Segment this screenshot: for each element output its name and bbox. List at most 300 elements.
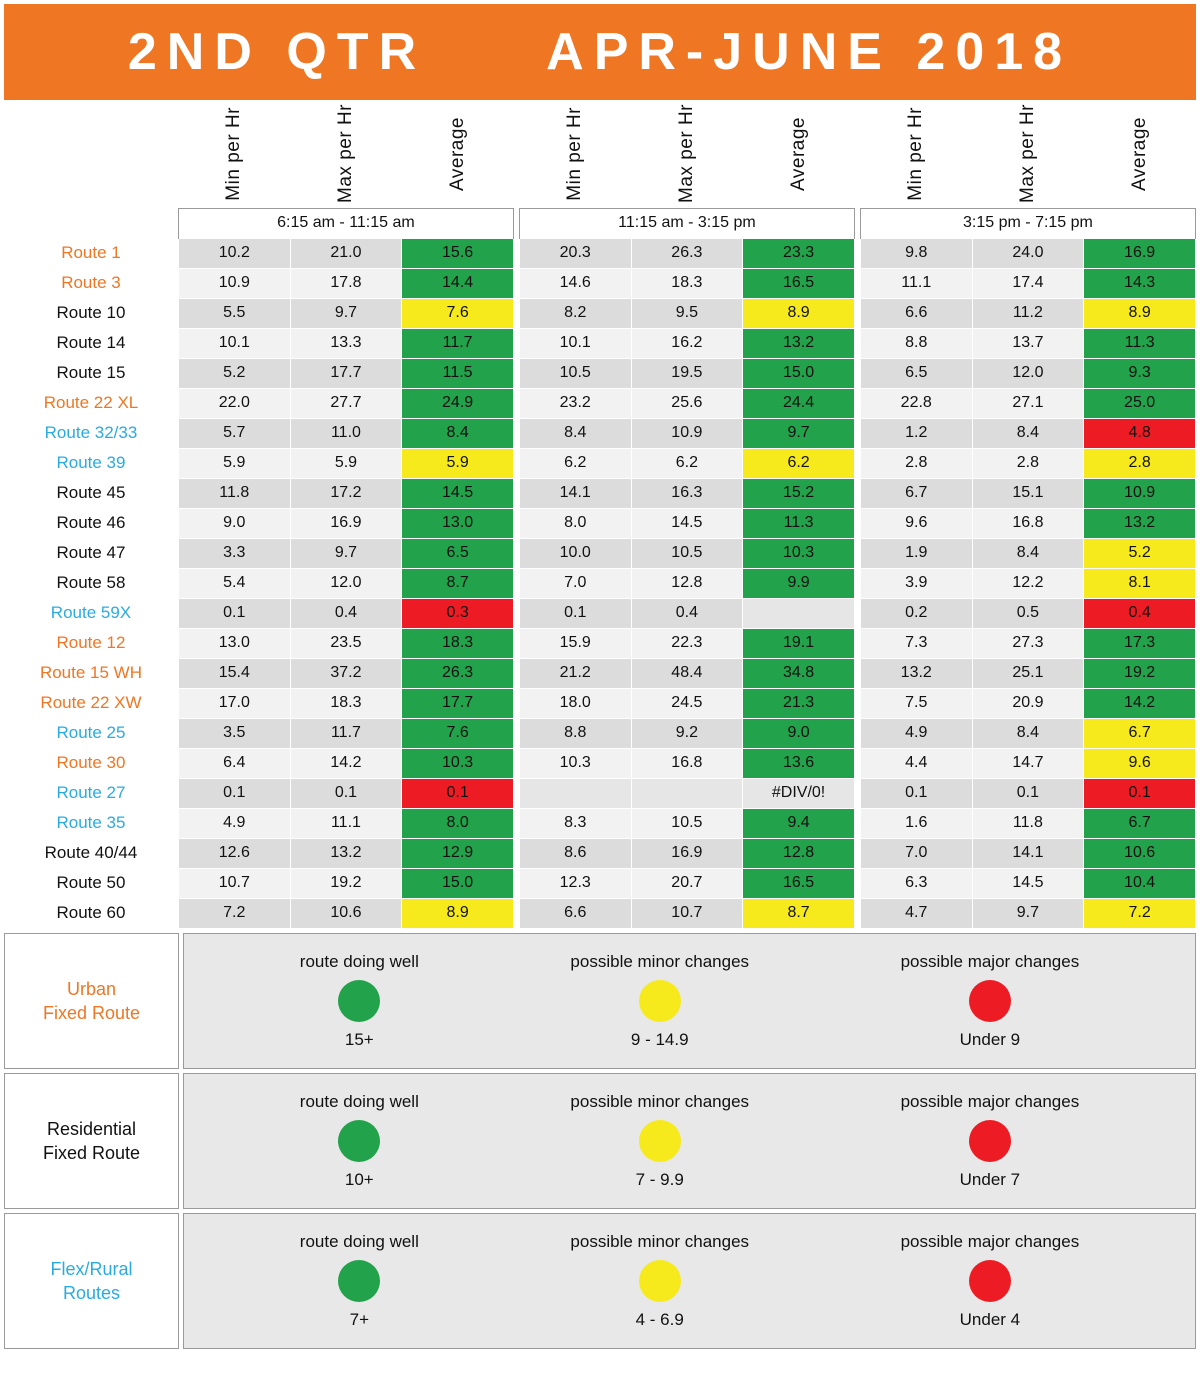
data-cell: 24.4: [743, 388, 855, 418]
data-cell: 19.1: [743, 628, 855, 658]
data-cell: 7.0: [519, 568, 631, 598]
data-cell: 5.5: [178, 298, 290, 328]
yellow-status-dot-icon: [639, 980, 681, 1022]
route-label: Route 46: [4, 508, 178, 538]
data-cell: 24.9: [402, 388, 514, 418]
data-cell: 14.1: [972, 838, 1084, 868]
legend-item-caption: possible minor changes: [570, 1232, 750, 1251]
route-label: Route 45: [4, 478, 178, 508]
column-header-label: Average: [446, 116, 468, 191]
column-header-min-1: [178, 104, 290, 208]
data-cell: 10.7: [631, 898, 743, 928]
route-label: Route 15: [4, 358, 178, 388]
data-cell: 15.9: [519, 628, 631, 658]
legend-row: [4, 1073, 1196, 1209]
data-cell: 0.4: [631, 598, 743, 628]
data-cell: 15.2: [743, 478, 855, 508]
data-cell: 13.2: [1084, 508, 1196, 538]
route-label: Route 58: [4, 568, 178, 598]
data-cell: 10.9: [178, 268, 290, 298]
route-label: Route 27: [4, 778, 178, 808]
data-cell: 6.2: [519, 448, 631, 478]
table-row: [4, 718, 1196, 748]
data-cell: 12.0: [972, 358, 1084, 388]
data-cell: 9.2: [631, 718, 743, 748]
route-label: Route 15 WH: [4, 658, 178, 688]
data-cell: 16.8: [631, 748, 743, 778]
legend-category-line2: Fixed Route: [42, 1003, 141, 1023]
data-cell: 11.7: [290, 718, 402, 748]
legend-item-range: Under 4: [959, 1310, 1021, 1329]
data-cell: 10.1: [178, 328, 290, 358]
table-body: [4, 238, 1196, 928]
legend-item: [901, 1232, 1080, 1330]
data-cell: 17.8: [290, 268, 402, 298]
data-cell: 10.3: [519, 748, 631, 778]
legend-item: [300, 1092, 419, 1190]
data-cell: 5.9: [402, 448, 514, 478]
legend-item-range: 10+: [344, 1170, 374, 1189]
data-cell: 10.1: [519, 328, 631, 358]
data-cell: 15.4: [178, 658, 290, 688]
data-cell: 24.0: [972, 238, 1084, 268]
data-cell: 22.0: [178, 388, 290, 418]
legend-item: [300, 952, 419, 1050]
data-cell: 10.0: [519, 538, 631, 568]
column-header-label: Max per Hr: [334, 104, 356, 203]
red-status-dot-icon: [969, 1260, 1011, 1302]
legend-item-range: 9 - 14.9: [630, 1030, 689, 1049]
data-cell: 15.6: [402, 238, 514, 268]
data-cell: 2.8: [1084, 448, 1196, 478]
legend-row: [4, 1213, 1196, 1349]
data-cell: 6.3: [860, 868, 972, 898]
data-cell: 6.2: [631, 448, 743, 478]
column-header-label: Average: [1128, 116, 1150, 191]
route-label: Route 22 XW: [4, 688, 178, 718]
data-cell: 48.4: [631, 658, 743, 688]
data-cell: 11.8: [972, 808, 1084, 838]
data-cell: 17.7: [402, 688, 514, 718]
data-cell: 12.8: [743, 838, 855, 868]
column-header-avg-2: [743, 104, 855, 208]
legend-item-caption: route doing well: [299, 1092, 419, 1111]
route-label: Route 12: [4, 628, 178, 658]
data-cell: 0.1: [402, 778, 514, 808]
legend-row: [4, 933, 1196, 1069]
table-row: [4, 418, 1196, 448]
column-header-label: Min per Hr: [905, 106, 927, 201]
data-cell: 6.6: [860, 298, 972, 328]
data-cell: 10.5: [519, 358, 631, 388]
data-cell: 16.9: [1084, 238, 1196, 268]
data-cell: 4.8: [1084, 418, 1196, 448]
legend-category-line1: Urban: [66, 978, 117, 999]
column-header-max-3: [972, 104, 1084, 208]
data-cell: 13.6: [743, 748, 855, 778]
data-cell: 9.0: [743, 718, 855, 748]
data-cell: 8.4: [972, 418, 1084, 448]
legend-item-range: 15+: [344, 1030, 374, 1049]
data-cell: 14.7: [972, 748, 1084, 778]
data-cell: 16.9: [290, 508, 402, 538]
data-cell: 19.2: [290, 868, 402, 898]
data-cell: 7.6: [402, 718, 514, 748]
data-cell: 9.4: [743, 808, 855, 838]
data-cell: 1.6: [860, 808, 972, 838]
legend-category-label: [4, 1213, 179, 1349]
green-status-dot-icon: [338, 980, 380, 1022]
data-cell: 20.3: [519, 238, 631, 268]
table-row: [4, 268, 1196, 298]
route-label: Route 10: [4, 298, 178, 328]
data-cell: 6.6: [519, 898, 631, 928]
table-row: [4, 628, 1196, 658]
data-cell: 18.0: [519, 688, 631, 718]
data-cell: 8.9: [402, 898, 514, 928]
data-cell: 13.0: [178, 628, 290, 658]
data-cell: 12.9: [402, 838, 514, 868]
table-row: [4, 778, 1196, 808]
data-cell: 11.0: [290, 418, 402, 448]
table-row: [4, 598, 1196, 628]
data-cell: 9.6: [1084, 748, 1196, 778]
legend-item-range: 7 - 9.9: [635, 1170, 684, 1189]
data-cell: 8.0: [402, 808, 514, 838]
data-cell: 11.3: [1084, 328, 1196, 358]
data-cell: 8.4: [402, 418, 514, 448]
data-cell: 18.3: [290, 688, 402, 718]
data-cell: 0.3: [402, 598, 514, 628]
data-cell: 3.9: [860, 568, 972, 598]
data-cell: 12.2: [972, 568, 1084, 598]
data-cell: 14.4: [402, 268, 514, 298]
data-cell: 17.3: [1084, 628, 1196, 658]
data-cell: 13.2: [290, 838, 402, 868]
data-cell: 18.3: [631, 268, 743, 298]
data-cell: 27.1: [972, 388, 1084, 418]
data-cell: 19.2: [1084, 658, 1196, 688]
data-cell: 4.4: [860, 748, 972, 778]
green-status-dot-icon: [338, 1120, 380, 1162]
route-label: Route 25: [4, 718, 178, 748]
route-label: Route 14: [4, 328, 178, 358]
table-row: [4, 538, 1196, 568]
data-cell: 2.8: [860, 448, 972, 478]
column-header-label: Min per Hr: [564, 106, 586, 201]
legend-item-range: 4 - 6.9: [635, 1310, 684, 1329]
data-cell: 9.7: [290, 538, 402, 568]
header-date-range-label: APR-JUNE 2018: [546, 23, 1073, 81]
data-cell: 10.3: [402, 748, 514, 778]
data-cell: 8.8: [860, 328, 972, 358]
data-cell: 15.1: [972, 478, 1084, 508]
route-label: Route 32/33: [4, 418, 178, 448]
data-cell: 10.3: [743, 538, 855, 568]
legend-item: [901, 952, 1080, 1050]
data-cell: 14.3: [1084, 268, 1196, 298]
data-cell: 6.4: [178, 748, 290, 778]
header-quarter-label: 2ND QTR: [127, 23, 427, 81]
route-label: Route 1: [4, 238, 178, 268]
legend-item: [901, 1092, 1080, 1190]
data-cell: 16.5: [743, 268, 855, 298]
data-cell: 1.9: [860, 538, 972, 568]
data-cell: 1.2: [860, 418, 972, 448]
route-label: Route 40/44: [4, 838, 178, 868]
table-corner-cell: [4, 208, 178, 238]
data-cell: 9.7: [743, 418, 855, 448]
column-header-avg-1: [402, 104, 514, 208]
data-cell: 12.3: [519, 868, 631, 898]
legend-item-caption: possible major changes: [900, 1092, 1080, 1111]
legend-item: [570, 1232, 749, 1330]
column-header-min-3: [860, 104, 972, 208]
data-cell: 5.9: [178, 448, 290, 478]
table-row: [4, 328, 1196, 358]
legend-category-label: [4, 933, 179, 1069]
legend-category-line2: Routes: [62, 1283, 121, 1303]
data-cell: 26.3: [402, 658, 514, 688]
data-cell: 2.8: [972, 448, 1084, 478]
data-cell: 7.5: [860, 688, 972, 718]
data-cell: 20.7: [631, 868, 743, 898]
table-row: [4, 568, 1196, 598]
ridership-table: [4, 104, 1196, 929]
route-label: Route 35: [4, 808, 178, 838]
data-cell: 10.2: [178, 238, 290, 268]
data-cell: 15.0: [743, 358, 855, 388]
data-cell: [631, 778, 743, 808]
legend-item: [570, 1092, 749, 1190]
table-corner-cell: [4, 104, 178, 208]
legend-item-caption: possible minor changes: [570, 952, 750, 971]
column-header-label: Average: [787, 116, 809, 191]
table-row: [4, 448, 1196, 478]
data-cell: 11.8: [178, 478, 290, 508]
period-header-midday: 11:15 am - 3:15 pm: [519, 208, 854, 238]
route-label: Route 60: [4, 898, 178, 928]
legend-item-range: 7+: [349, 1310, 370, 1329]
data-cell: 3.3: [178, 538, 290, 568]
data-cell: 8.8: [519, 718, 631, 748]
data-cell: 4.9: [178, 808, 290, 838]
data-cell: 9.0: [178, 508, 290, 538]
data-cell: 19.5: [631, 358, 743, 388]
route-label: Route 39: [4, 448, 178, 478]
legend-category-line1: Flex/Rural: [50, 1258, 133, 1279]
legend-item-caption: possible major changes: [900, 1232, 1080, 1251]
data-cell: 10.6: [1084, 838, 1196, 868]
column-header-max-2: [631, 104, 743, 208]
legend-category-line1: Residential: [46, 1118, 137, 1139]
data-cell: 11.1: [290, 808, 402, 838]
data-cell: 8.4: [972, 538, 1084, 568]
data-cell: 8.0: [519, 508, 631, 538]
data-cell: 11.7: [402, 328, 514, 358]
period-header-evening: 3:15 pm - 7:15 pm: [860, 208, 1195, 238]
legend-items: [183, 933, 1196, 1069]
data-cell: 13.2: [743, 328, 855, 358]
yellow-status-dot-icon: [639, 1260, 681, 1302]
data-cell: [519, 778, 631, 808]
data-cell: 9.6: [860, 508, 972, 538]
data-cell: 16.5: [743, 868, 855, 898]
column-header-max-1: [290, 104, 402, 208]
data-cell: 0.1: [290, 778, 402, 808]
data-cell: 20.9: [972, 688, 1084, 718]
route-label: Route 22 XL: [4, 388, 178, 418]
data-cell: 10.5: [631, 538, 743, 568]
data-cell: 23.3: [743, 238, 855, 268]
report-header-banner: [4, 4, 1196, 100]
data-cell: 6.7: [1084, 718, 1196, 748]
period-header-morning: 6:15 am - 11:15 am: [178, 208, 513, 238]
legend-item: [570, 952, 749, 1050]
legend-items: [183, 1213, 1196, 1349]
data-cell: 9.5: [631, 298, 743, 328]
data-cell: 6.7: [860, 478, 972, 508]
data-cell: 0.1: [519, 598, 631, 628]
data-cell: 6.5: [860, 358, 972, 388]
data-cell: 7.2: [1084, 898, 1196, 928]
data-cell: 7.0: [860, 838, 972, 868]
data-cell: 27.3: [972, 628, 1084, 658]
legend-items: [183, 1073, 1196, 1209]
data-cell: 7.6: [402, 298, 514, 328]
data-cell: 17.0: [178, 688, 290, 718]
column-header-label: Min per Hr: [223, 106, 245, 201]
yellow-status-dot-icon: [639, 1120, 681, 1162]
data-cell: 25.6: [631, 388, 743, 418]
data-cell: 22.3: [631, 628, 743, 658]
data-cell: 13.7: [972, 328, 1084, 358]
data-cell: 16.8: [972, 508, 1084, 538]
table-row: [4, 688, 1196, 718]
data-cell: 5.2: [178, 358, 290, 388]
data-cell: 25.0: [1084, 388, 1196, 418]
data-cell: 11.3: [743, 508, 855, 538]
data-cell: 13.0: [402, 508, 514, 538]
period-header-row: [4, 208, 1196, 238]
data-cell: 14.5: [631, 508, 743, 538]
data-cell: 11.2: [972, 298, 1084, 328]
table-row: [4, 298, 1196, 328]
data-cell: 8.6: [519, 838, 631, 868]
legend-item-range: Under 7: [959, 1170, 1021, 1189]
data-cell: 9.8: [860, 238, 972, 268]
legend-item-range: Under 9: [959, 1030, 1021, 1049]
data-cell: 14.2: [1084, 688, 1196, 718]
data-cell: 14.5: [972, 868, 1084, 898]
route-label: Route 59X: [4, 598, 178, 628]
legend-item-caption: route doing well: [299, 1232, 419, 1251]
data-cell: 6.2: [743, 448, 855, 478]
data-cell: #DIV/0!: [743, 778, 855, 808]
column-header-min-2: [519, 104, 631, 208]
data-cell: 10.9: [631, 418, 743, 448]
red-status-dot-icon: [969, 980, 1011, 1022]
data-cell: 6.5: [402, 538, 514, 568]
table-row: [4, 658, 1196, 688]
table-row: [4, 508, 1196, 538]
legend-item-caption: possible minor changes: [570, 1092, 750, 1111]
legend-item-caption: possible major changes: [900, 952, 1080, 971]
column-header-avg-3: [1084, 104, 1196, 208]
data-cell: 27.7: [290, 388, 402, 418]
data-cell: 8.4: [972, 718, 1084, 748]
data-cell: 21.0: [290, 238, 402, 268]
data-cell: 7.2: [178, 898, 290, 928]
data-cell: 5.4: [178, 568, 290, 598]
data-cell: 34.8: [743, 658, 855, 688]
data-cell: 7.3: [860, 628, 972, 658]
table-row: [4, 748, 1196, 778]
data-cell: 0.1: [972, 778, 1084, 808]
data-cell: 9.3: [1084, 358, 1196, 388]
data-cell: 8.4: [519, 418, 631, 448]
data-cell: 4.9: [860, 718, 972, 748]
data-cell: 0.4: [1084, 598, 1196, 628]
data-cell: 14.6: [519, 268, 631, 298]
data-cell: 22.8: [860, 388, 972, 418]
data-cell: 14.1: [519, 478, 631, 508]
data-cell: 24.5: [631, 688, 743, 718]
column-header-label: Max per Hr: [1016, 104, 1038, 203]
data-cell: 8.3: [519, 808, 631, 838]
data-cell: 21.2: [519, 658, 631, 688]
data-cell: 14.2: [290, 748, 402, 778]
table-row: [4, 388, 1196, 418]
route-label: Route 50: [4, 868, 178, 898]
data-cell: 12.0: [290, 568, 402, 598]
legend-item: [300, 1232, 419, 1330]
route-label: Route 30: [4, 748, 178, 778]
data-cell: 9.9: [743, 568, 855, 598]
data-cell: 10.9: [1084, 478, 1196, 508]
data-cell: 6.7: [1084, 808, 1196, 838]
data-cell: 37.2: [290, 658, 402, 688]
route-label: Route 3: [4, 268, 178, 298]
data-cell: 21.3: [743, 688, 855, 718]
data-cell: 23.5: [290, 628, 402, 658]
legend-category-label: [4, 1073, 179, 1209]
data-cell: 16.2: [631, 328, 743, 358]
table-row: [4, 238, 1196, 268]
data-cell: 13.3: [290, 328, 402, 358]
data-cell: 0.1: [860, 778, 972, 808]
data-cell: 16.3: [631, 478, 743, 508]
data-cell: 0.5: [972, 598, 1084, 628]
data-cell: 3.5: [178, 718, 290, 748]
data-cell: 26.3: [631, 238, 743, 268]
data-cell: 10.4: [1084, 868, 1196, 898]
legend-item-caption: route doing well: [299, 952, 419, 971]
data-cell: 12.8: [631, 568, 743, 598]
data-cell: 5.2: [1084, 538, 1196, 568]
data-cell: 8.7: [743, 898, 855, 928]
table-row: [4, 358, 1196, 388]
data-cell: 4.7: [860, 898, 972, 928]
data-cell: 10.7: [178, 868, 290, 898]
data-cell: 25.1: [972, 658, 1084, 688]
table-row: [4, 838, 1196, 868]
table-row: [4, 898, 1196, 928]
data-cell: 5.7: [178, 418, 290, 448]
data-cell: 18.3: [402, 628, 514, 658]
legend-category-line2: Fixed Route: [42, 1143, 141, 1163]
table-row: [4, 868, 1196, 898]
